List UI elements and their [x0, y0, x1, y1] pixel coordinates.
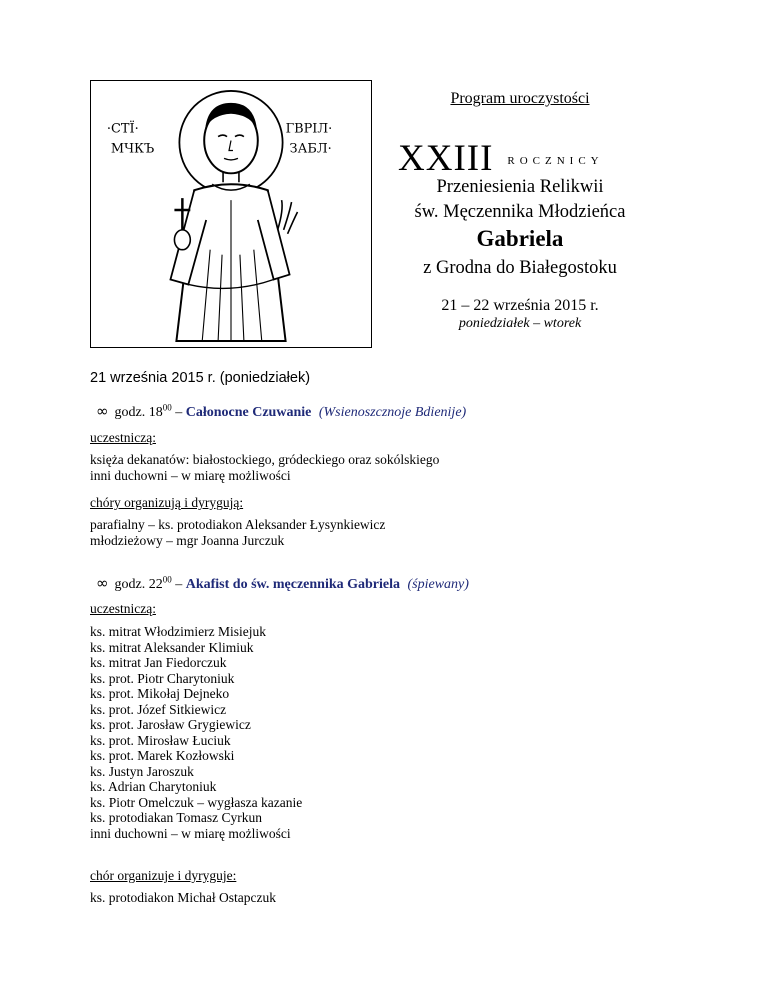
event-2-time: godz. 22	[114, 577, 163, 592]
event-1-line	[96, 402, 466, 421]
list-item: księża dekanatów: białostockiego, gródeckiego oraz sokólskiego	[90, 452, 440, 467]
event-2-note: (śpiewany)	[407, 577, 469, 592]
list-item: parafialny – ks. protodiakon Aleksander Łysynkiewicz	[90, 517, 386, 532]
anniversary-number: XXIII	[398, 138, 494, 179]
list-item: ks. Piotr Omelczuk – wygłasza kazanie	[90, 794, 303, 810]
list-item: ks. prot. Piotr Charytoniuk	[90, 670, 235, 686]
event-1-choir-label: chóry organizują i dyrygują:	[90, 495, 244, 510]
list-item: ks. mitrat Włodzimierz Misiejuk	[90, 624, 266, 639]
event-1-time-minutes: 00	[162, 402, 172, 413]
anniversary-word: ROCZNICY	[507, 155, 604, 167]
subtitle-line-4: z Grodna do Białegostoku	[423, 258, 617, 278]
event-2-line	[96, 574, 469, 593]
list-item: inni duchowni – w miarę możliwości	[90, 467, 291, 483]
event-2-choir-label: chór organizuje i dyryguje:	[90, 868, 237, 883]
event-1-note: (Wsienoszcznoje Bdienije)	[318, 405, 467, 420]
inscription-right-1: ГВРІЛ·	[285, 121, 333, 137]
event-2-title: Akafist do św. męczennika Gabriela	[185, 577, 400, 592]
subtitle-line-1: Przeniesienia Relikwii	[436, 177, 604, 197]
inscription-left-2: МЧКЪ	[110, 141, 155, 157]
subtitle-line-2: św. Męczennika Młodzieńca	[414, 202, 626, 222]
list-item: ks. mitrat Jan Fiedorczuk	[90, 655, 227, 670]
event-1-title: Całonocne Czuwanie	[185, 405, 312, 420]
list-item: ks. Justyn Jaroszuk	[90, 763, 194, 779]
infinity-bullet-icon: ∞	[96, 574, 109, 592]
saint-icon-image	[90, 80, 372, 348]
list-item: ks. prot. Józef Sitkiewicz	[90, 701, 227, 717]
event-2-dash: –	[171, 577, 186, 592]
event-1-choirs	[90, 517, 385, 548]
saint-name: Gabriela	[476, 226, 564, 251]
event-1-participants-label: uczestniczą:	[90, 430, 156, 445]
event-2-time-minutes: 00	[162, 574, 172, 585]
infinity-bullet-icon: ∞	[96, 402, 109, 420]
list-item: ks. prot. Mikołaj Dejneko	[90, 686, 230, 701]
event-1-participants	[90, 452, 439, 483]
list-item: ks. prot. Marek Kozłowski	[90, 748, 235, 763]
list-item: ks. protodiakan Tomasz Cyrkun	[90, 810, 263, 825]
event-2-choir: ks. protodiakon Michał Ostapczuk	[90, 890, 276, 905]
saint-gabriel-drawing	[91, 81, 371, 347]
inscription-right-2: ЗАБЛ·	[289, 141, 332, 157]
event-dates: 21 – 22 września 2015 r.	[441, 297, 599, 314]
event-1-dash: –	[171, 405, 186, 420]
list-item: ks. mitrat Aleksander Klimiuk	[90, 639, 254, 655]
list-item: ks. prot. Mirosław Łuciuk	[90, 732, 231, 748]
inscription-left-1: ·СТЇ·	[106, 121, 139, 137]
event-1-time: godz. 18	[114, 405, 163, 420]
list-item: inni duchowni – w miarę możliwości	[90, 825, 291, 841]
event-2-participants-label: uczestniczą:	[90, 601, 156, 616]
list-item: ks. prot. Jarosław Grygiewicz	[90, 717, 251, 732]
list-item: ks. Adrian Charytoniuk	[90, 779, 217, 794]
event-days: poniedziałek – wtorek	[458, 316, 582, 331]
anniversary-heading	[398, 137, 698, 180]
event-2-participants	[90, 624, 302, 841]
program-title: Program uroczystości	[450, 90, 590, 107]
list-item: młodzieżowy – mgr Joanna Jurczuk	[90, 532, 285, 548]
day-heading: 21 września 2015 r. (poniedziałek)	[90, 370, 311, 386]
